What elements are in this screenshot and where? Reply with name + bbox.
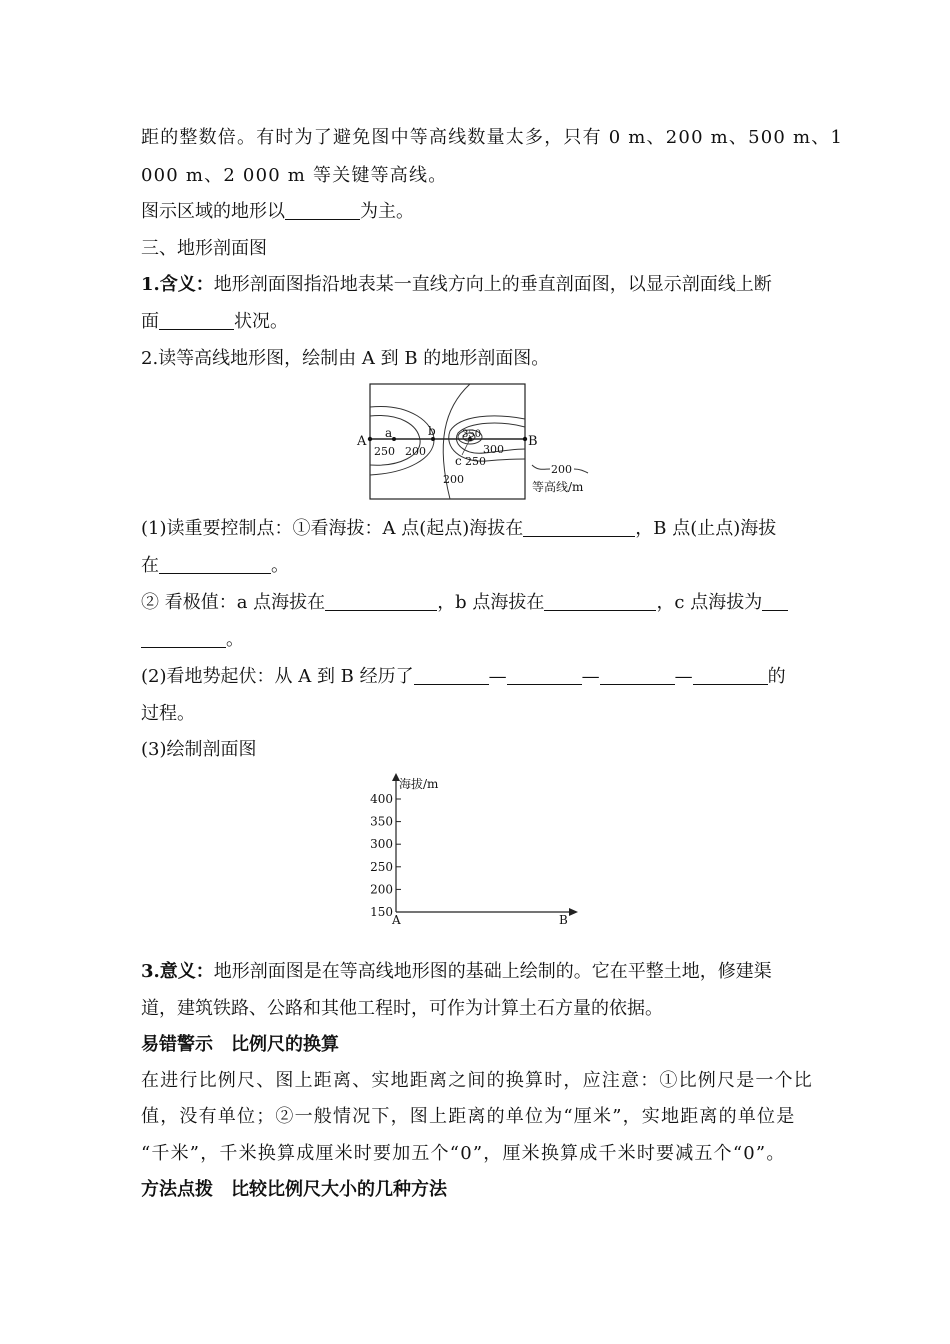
dash: — [581,666,600,687]
task-line: 2.读等高线地形图，绘制由 A 到 B 的地形剖面图。 [141,348,550,369]
text-fragment: 地形剖面图是在等高线地形图的基础上绘制的。它在平整土地，修建渠 [213,961,772,982]
tip-heading: 易错警示 比例尺的换算 [141,1034,339,1055]
text-fragment: (1)读重要控制点：①看海拔：A 点(起点)海拔在 [141,518,524,539]
question-line [141,665,786,689]
text-fragment: 的 [767,666,786,687]
answer-blank[interactable] [285,201,360,220]
y-tick-label: 200 [370,882,393,897]
question-line [141,517,776,541]
answer-blank[interactable] [141,629,226,648]
text-line: 过程。 [141,703,195,724]
label-250-left: 250 [374,445,395,458]
y-tick-label: 400 [370,792,393,806]
text-line: 距的整数倍。有时为了避免图中等高线数量太多，只有 0 m、200 m、500 m、1 [141,127,844,148]
contour-map-svg [352,383,602,503]
legend-caption: 等高线/m [532,480,584,494]
x-start-label: A [392,913,401,927]
question-line [141,628,244,652]
text-fragment: ② 看极值：a 点海拔在 [141,592,326,613]
definition-line [141,273,772,297]
label-350: 350 [462,429,482,440]
answer-blank[interactable] [544,592,656,611]
definition-line [141,310,288,334]
label-b: b [428,424,436,438]
profile-chart-svg [365,772,585,930]
point-A-dot [368,437,372,441]
point-B-dot [523,437,527,441]
text-fragment: 图示区域的地形以 [141,201,285,222]
label-c: c [455,454,462,468]
text-line: 在进行比例尺、图上距离、实地距离之间的换算时，应注意：①比例尺是一个比 [141,1070,813,1091]
question-line [141,554,289,578]
method-heading: 方法点拨 比较比例尺大小的几种方法 [141,1179,447,1200]
x-end-label: B [559,913,568,927]
answer-blank[interactable] [159,311,234,330]
significance-line [141,960,772,984]
section-heading: 三、地形剖面图 [141,238,267,259]
text-line: “千米”，千米换算成厘米时要加五个“0”，厘米换算成千米时要减五个“0”。 [141,1143,786,1164]
answer-blank[interactable] [507,666,582,685]
question-line [141,591,788,615]
text-fragment: 。 [271,555,289,576]
legend-line-left [532,465,550,469]
profile-chart [365,772,585,930]
point-a-dot [392,437,396,441]
label-200-left: 200 [405,445,426,458]
text-line: 道，建筑铁路、公路和其他工程时，可作为计算土石方量的依据。 [141,998,663,1019]
dash: — [674,666,693,687]
question-terrain-type [141,200,414,224]
legend-value: 200 [551,463,572,476]
text-fragment: 。 [226,629,244,650]
text-fragment: 面 [141,311,159,332]
answer-blank[interactable] [523,518,635,537]
label-250-right: 250 [465,455,486,468]
y-tick-label: 250 [370,859,393,874]
label-a: a [385,426,393,440]
answer-blank[interactable] [600,666,675,685]
c-leader [462,439,470,455]
text-line: 值，没有单位；②一般情况下，图上距离的单位为“厘米”，实地距离的单位是 [141,1106,796,1127]
term-label: 1.含义： [141,274,214,295]
answer-blank[interactable] [762,592,788,611]
answer-blank[interactable] [693,666,768,685]
text-fragment: 在 [141,555,159,576]
dash: — [488,666,507,687]
term-label: 3.意义： [141,961,214,982]
y-tick-label: 350 [370,814,393,829]
answer-blank[interactable] [414,666,489,685]
text-line: 000 m、2 000 m 等关键等高线。 [141,165,448,186]
text-line: (3)绘制剖面图 [141,739,257,760]
label-A: A [357,434,367,449]
y-tick-label: 300 [370,837,393,852]
text-fragment: 地形剖面图指沿地表某一直线方向上的垂直剖面图，以显示剖面线上断 [213,274,772,295]
text-fragment: 状况。 [234,311,288,332]
label-B: B [528,434,538,449]
legend-line-right [574,469,588,473]
label-300: 300 [483,443,504,456]
text-fragment: ，b 点海拔在 [437,592,545,613]
answer-blank[interactable] [159,555,271,574]
y-tick-label: 150 [370,905,393,919]
text-fragment: (2)看地势起伏：从 A 到 B 经历了 [141,666,414,687]
text-fragment: ，B 点(止点)海拔 [635,518,777,539]
y-axis-label: 海拔/m [399,777,439,791]
text-fragment: 为主。 [360,201,414,222]
label-200-bottom: 200 [443,473,464,486]
x-axis-arrow [569,908,578,916]
text-fragment: ，c 点海拔为 [656,592,763,613]
answer-blank[interactable] [325,592,437,611]
contour-map [352,383,602,503]
